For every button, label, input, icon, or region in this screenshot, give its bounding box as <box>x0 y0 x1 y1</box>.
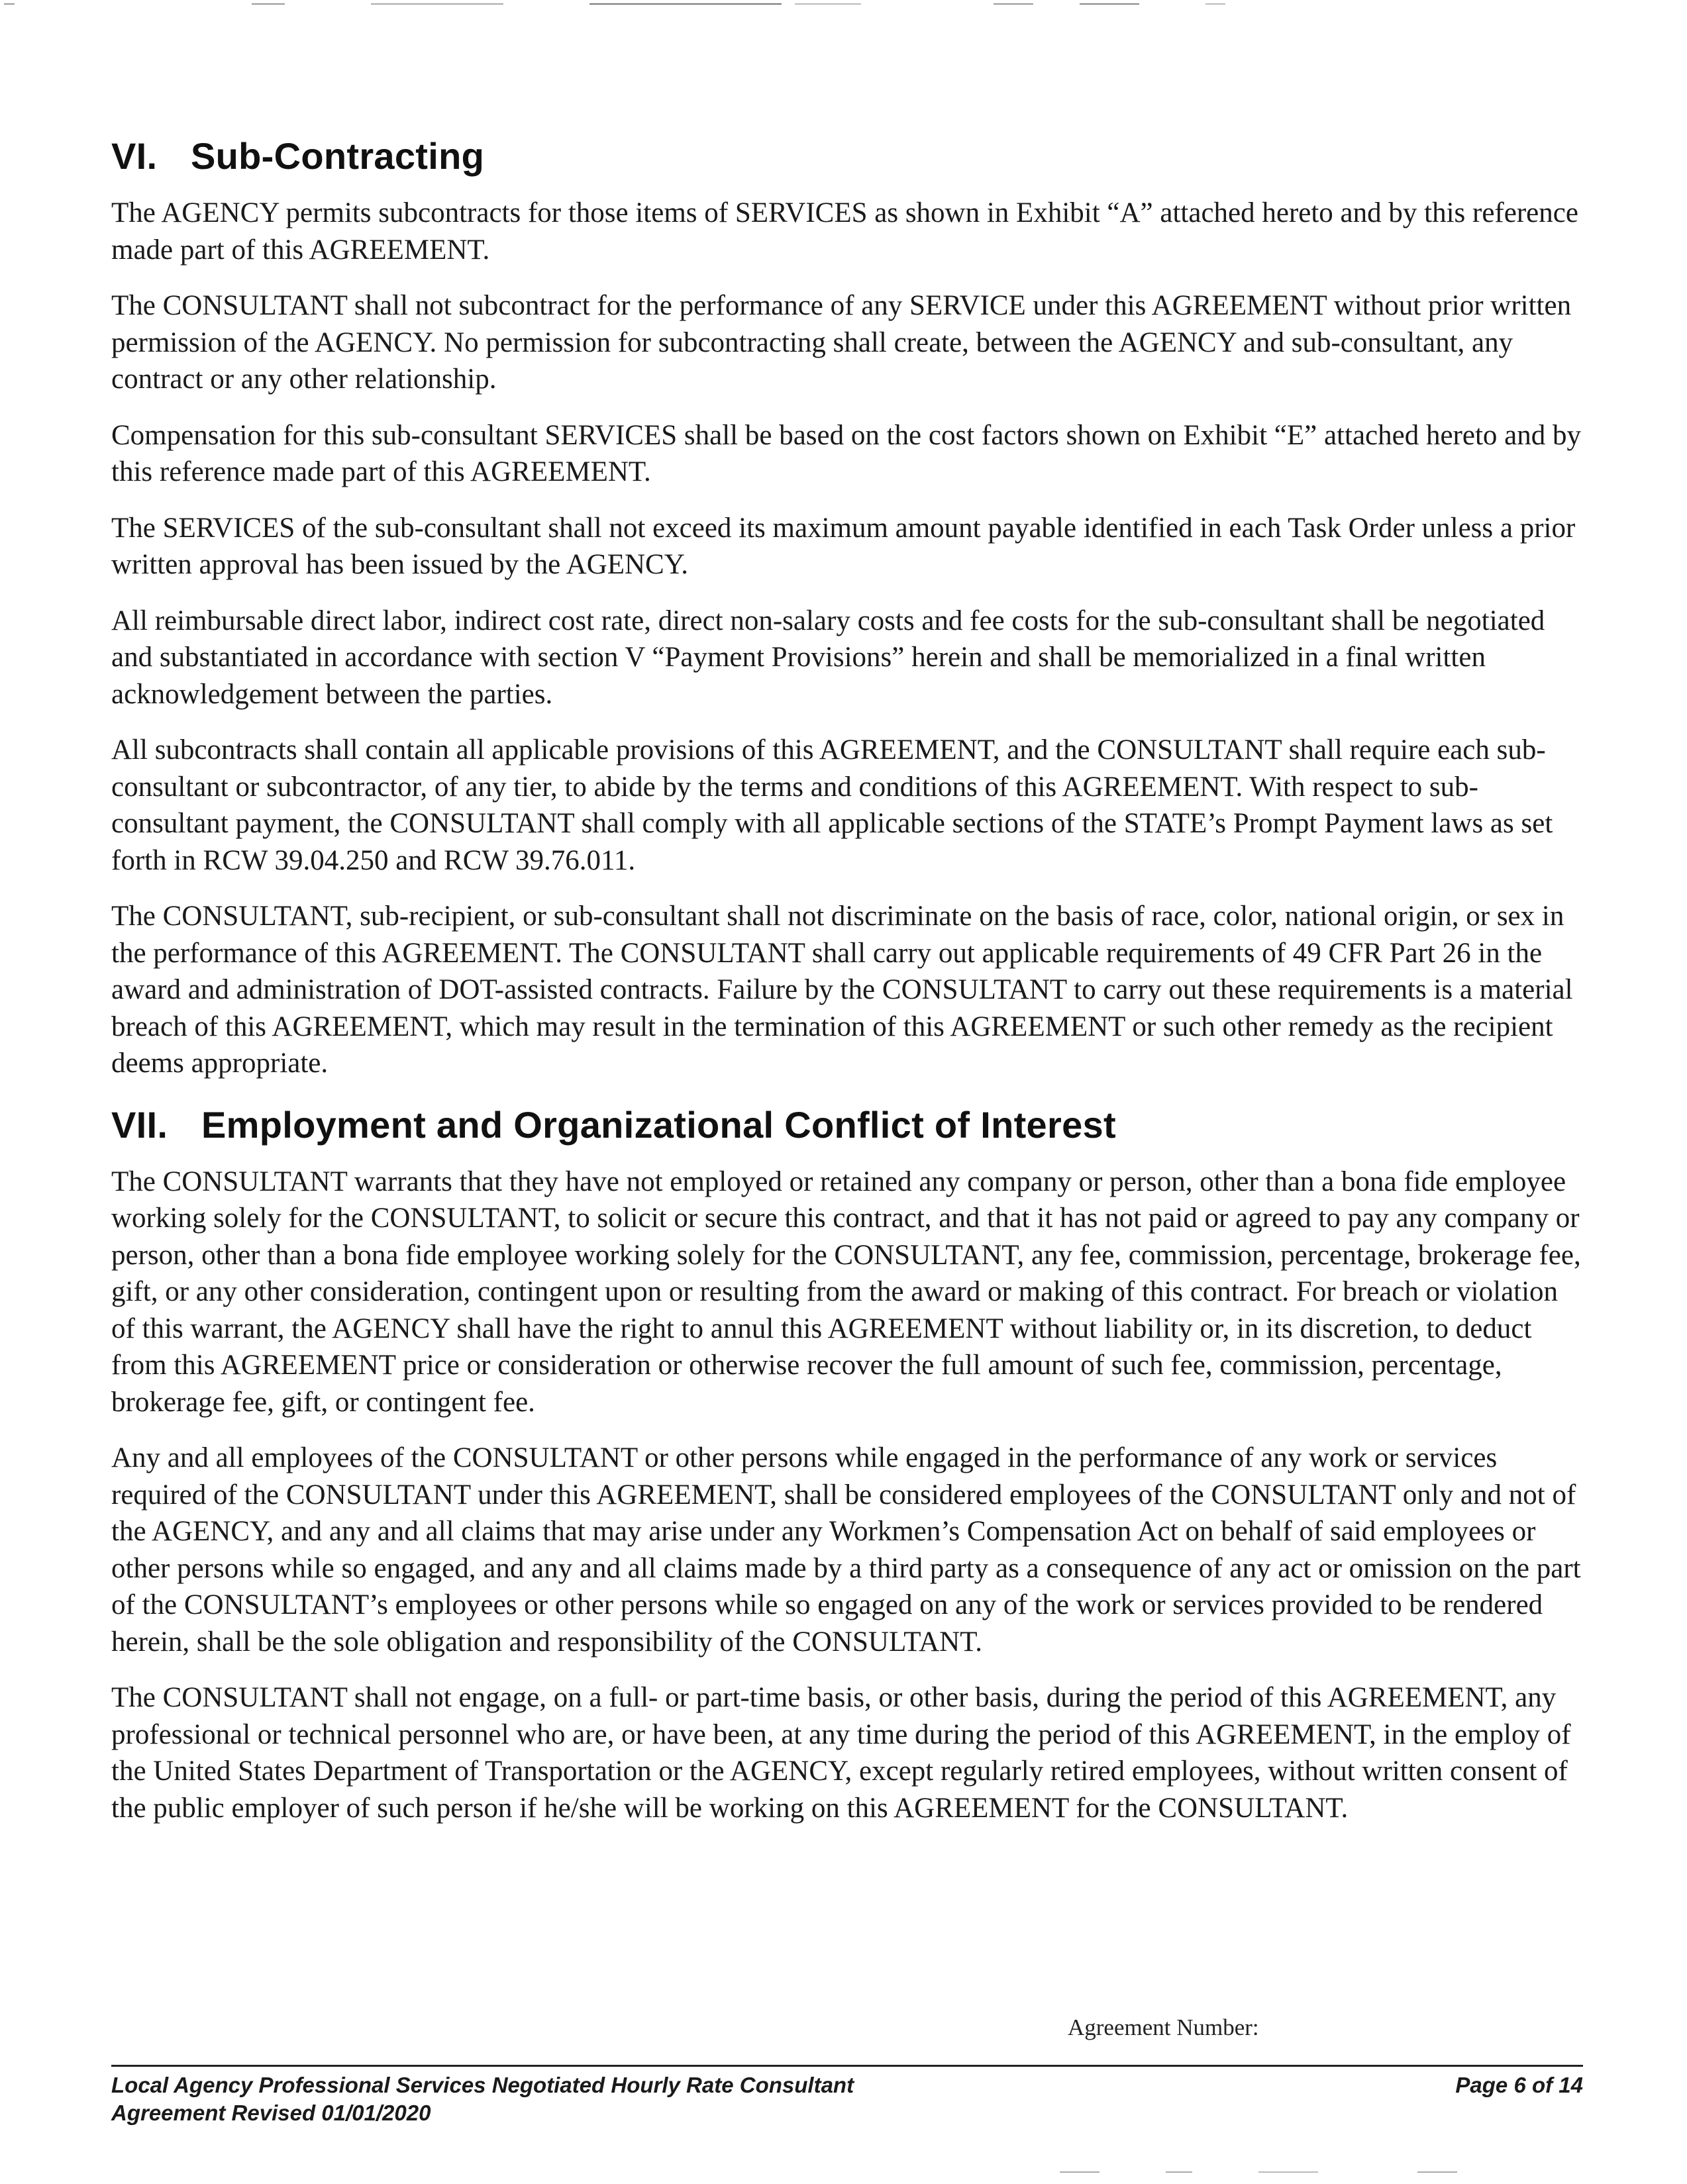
paragraph: Any and all employees of the CONSULTANT or other persons while engaged in the performance of any work or services required of the CONSULTANT under this AGREEMENT, shall be considered employees of the CONSULTANT only and not of the AGENCY, and any and all claims that may arise under any Workmen’s Compensation Act on behalf of said employees or other persons while so engaged, and any and all claims made by a third party as a consequence of any act or omission on the part of the CONSULTANT’s employees or other persons while so engaged on any of the work or services provided to be rendered herein, shall be the sole obligation and responsibility of the CONSULTANT. <box>111 1442 1581 1658</box>
paragraph: All reimbursable direct labor, indirect cost rate, direct non-salary costs and fee costs for the sub-consultant shall be negotiated and substantiated in accordance with section V “Payment Provisions” herein and shall be memorialized in a final written acknowledgement between the parties. <box>111 605 1545 710</box>
section-sub-contracting <box>111 132 1582 1082</box>
agreement-number-label: Agreement Number: <box>1068 2014 1259 2040</box>
document-body <box>111 132 1582 1846</box>
scan-artifact-top <box>0 0 1687 13</box>
paragraph: All subcontracts shall contain all applicable provisions of this AGREEMENT, and the CONSULTANT shall require each sub-consultant or subcontractor, of any tier, to abide by the terms and conditions of this AGREEMENT. With respect to sub-consultant payment, the CONSULTANT shall comply with all applicable sections of the STATE’s Prompt Payment laws as set forth in RCW 39.04.250 and RCW 39.76.011. <box>111 734 1553 876</box>
section-employment-conflict-of-interest <box>111 1101 1582 1827</box>
paragraph: The CONSULTANT warrants that they have not employed or retained any company or person, other than a bona fide employee working solely for the CONSULTANT, to solicit or secure this contract, and that it has not paid or agreed to pay any company or person, other than a bona fide employee working solely for the CONSULTANT, any fee, commission, percentage, brokerage fee, gift, or any other consideration, contingent upon or resulting from the award or making of this contract. For breach or violation of this warrant, the AGENCY shall have the right to annul this AGREEMENT without liability or, in its discretion, to deduct from this AGREEMENT price or consideration or otherwise recover the full amount of such fee, commission, percentage, brokerage fee, gift, or contingent fee. <box>111 1166 1581 1418</box>
footer-form-title-line2: Agreement Revised 01/01/2020 <box>111 2101 431 2125</box>
paragraph: The CONSULTANT shall not engage, on a full- or part-time basis, or other basis, during the period of this AGREEMENT, any professional or technical personnel who are, or have been, at any time during the period of this AGREEMENT, in the employ of the United States Department of Transportation or the AGENCY, except regularly retired employees, without written consent of the public employer of such person if he/she will be working on this AGREEMENT for the CONSULTANT. <box>111 1682 1571 1824</box>
scan-artifact-bottom <box>0 2165 1687 2179</box>
paragraph: The AGENCY permits subcontracts for those items of SERVICES as shown in Exhibit “A” attached hereto and by this reference made part of this AGREEMENT. <box>111 197 1578 266</box>
footer-form-title <box>111 2071 854 2127</box>
section-title: Employment and Organizational Conflict of Interest <box>201 1103 1116 1146</box>
footer-divider <box>111 2065 1583 2067</box>
page-number: Page 6 of 14 <box>1455 2073 1583 2097</box>
section-heading <box>111 132 1582 180</box>
footer-form-title-line1: Local Agency Professional Services Negotiated Hourly Rate Consultant <box>111 2073 854 2097</box>
section-heading <box>111 1101 1582 1149</box>
section-number: VII. <box>111 1103 168 1146</box>
paragraph: The CONSULTANT, sub-recipient, or sub-consultant shall not discriminate on the basis of race, color, national origin, or sex in the performance of this AGREEMENT. The CONSULTANT shall carry out applicable requirements of 49 CFR Part 26 in the award and administration of DOT-assisted contracts. Failure by the CONSULTANT to carry out these requirements is a material breach of this AGREEMENT, which may result in the termination of this AGREEMENT or such other remedy as the recipient deems appropriate. <box>111 901 1573 1079</box>
section-title: Sub-Contracting <box>191 135 485 177</box>
paragraph: The CONSULTANT shall not subcontract for the performance of any SERVICE under this AGREEMENT without prior written permission of the AGENCY. No permission for subcontracting shall create, between the AGENCY and sub-consultant, any contract or any other relationship. <box>111 290 1572 395</box>
paragraph: Compensation for this sub-consultant SERVICES shall be based on the cost factors shown on Exhibit “E” attached hereto and by this reference made part of this AGREEMENT. <box>111 419 1581 487</box>
section-number: VI. <box>111 135 158 177</box>
paragraph: The SERVICES of the sub-consultant shall not exceed its maximum amount payable identified in each Task Order unless a prior written approval has been issued by the AGENCY. <box>111 512 1576 580</box>
